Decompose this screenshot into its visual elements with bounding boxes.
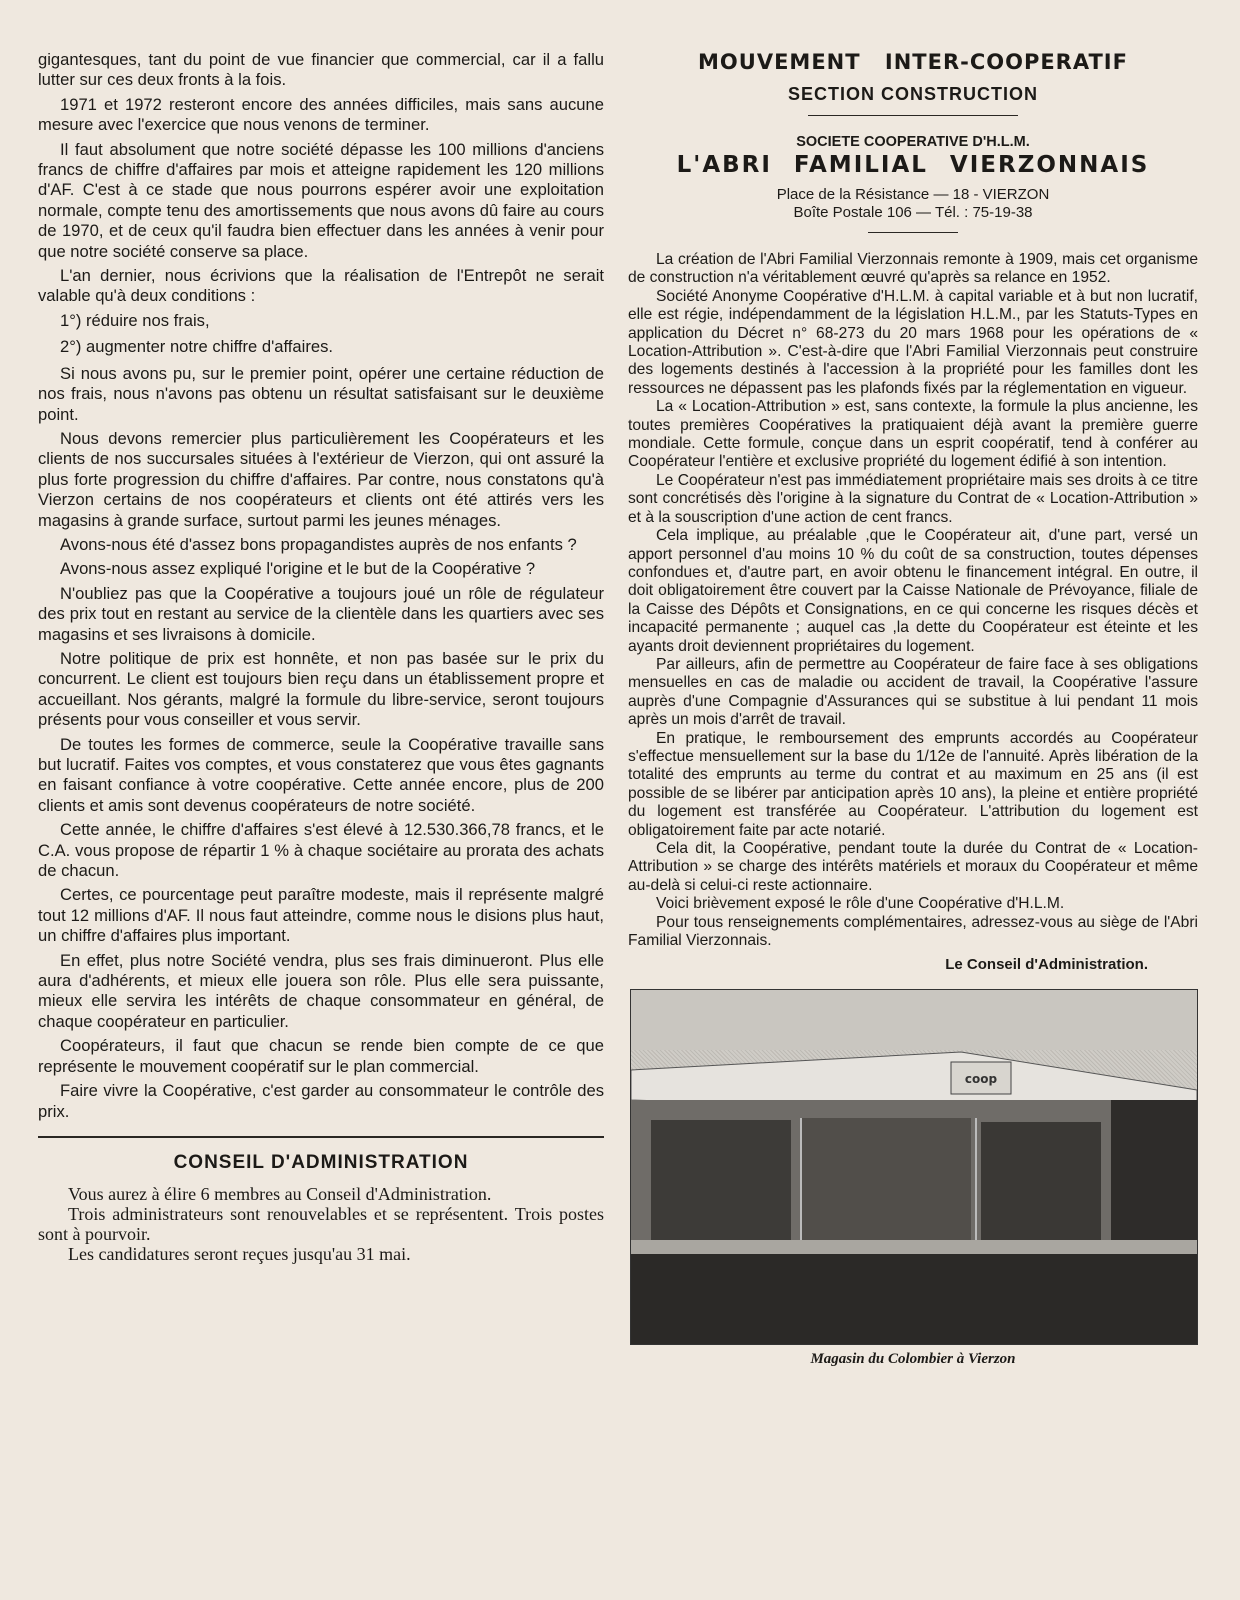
conditions-list: [38, 311, 604, 358]
paragraph: Société Anonyme Coopérative d'H.L.M. à capital variable et à but non lucratif, elle est régie, indépendamment de la législation H.L.M., par les Statuts-Types en application du Décret n° 68-273 du 20 mars 1968 pour les opérations de « Location-Attribution ». C'est-à-dire que l'Abri Familial Vierzonnais peut construire des logements destinés à l'accession à la propriété pour les familles dont les ressources ne dépassent pas les plafonds fixés par la réglementation en vigueur.: [628, 287, 1198, 397]
store-sign-text: coop: [964, 1072, 998, 1087]
conseil-text: [38, 1184, 604, 1264]
paragraph: Avons-nous été d'assez bons propagandistes auprès de nos enfants ?: [60, 534, 577, 554]
paragraph: Pour tous renseignements complémentaires, adressez-vous au siège de l'Abri Familial Vierzonnais.: [628, 913, 1198, 950]
right-article: [628, 251, 1198, 950]
paragraph: Certes, ce pourcentage peut paraître modeste, mais il représente malgré tout 12 millions d'AF. Il nous faut atteindre, comme nous le disions plus haut, un chiffre d'affaires plus important.: [38, 885, 604, 946]
address-divider: [868, 232, 958, 233]
paragraph: Cela implique, au préalable ,que le Coopérateur ait, d'une part, versé un apport personnel d'au moins 10 % du coût de sa construction, toutes dépenses confondues et, d'autre part, en avoir obtenu le financement intégral. En outre, il doit obligatoirement être couvert par la Caisse Nationale de Prévoyance, filiale de la Caisse des Dépôts et Consignations, en ce qui concerne les risques décès et incapacité permanente ; auquel cas ,la dette du Coopérateur est éteinte et les ayants droit deviennent propriétaires du logement.: [628, 527, 1198, 655]
section-title: SECTION CONSTRUCTION: [787, 84, 1038, 104]
paragraph: Cela dit, la Coopérative, pendant toute la durée du Contrat de « Location-Attribution » se charge des intérêts matériels et moraux du Coopérateur et même au-delà si celui-ci reste actionnaire.: [628, 840, 1198, 894]
paragraph: Par ailleurs, afin de permettre au Coopérateur de faire face à ses obligations mensuelles en cas de maladie ou accident de travail, la Coopérative l'assure auprès d'une Compagnie d'Assurances qui se substitue à lui pendant 11 mois après un mois d'arrêt de travail.: [628, 655, 1198, 729]
section-divider: [38, 1136, 604, 1138]
signature: Le Conseil d'Administration.: [945, 956, 1148, 974]
left-article: [38, 50, 604, 307]
photo-caption: Magasin du Colombier à Vierzon: [810, 1351, 1016, 1368]
paragraph: En effet, plus notre Société vendra, plus ses frais diminueront. Plus elle aura d'adhérents, et mieux elle jouera son rôle. Plus elle sera puissante, mieux elle servira les intérêts de chaque consommateur en général, de chaque coopérateur en particulier.: [38, 950, 604, 1031]
conseil-paragraph: Les candidatures seront reçues jusqu'au 31 mai.: [68, 1243, 411, 1264]
list-item: 1°) réduire nos frais,: [60, 310, 210, 330]
paragraph: La « Location-Attribution » est, sans contexte, la formule la plus ancienne, les toutes premières Coopératives la pratiquaient déjà avant la première guerre mondiale. Cette formule, conçue dans un esprit coopératif, tend à conférer au Coopérateur l'entière et exclusive propriété du logement édifié à son intention.: [628, 398, 1198, 471]
address-line-1: Place de la Résistance — 18 - VIERZON: [776, 186, 1050, 203]
left-article-continued: [38, 364, 604, 1122]
society-type: SOCIETE COOPERATIVE D'H.L.M.: [796, 134, 1030, 150]
paragraph: Coopérateurs, il faut que chacun se rende bien compte de ce que représente le mouvement coopératif sur le plan commercial.: [38, 1036, 604, 1076]
conseil-title: CONSEIL D'ADMINISTRATION: [173, 1151, 469, 1173]
conseil-paragraph: Trois administrateurs sont renouvelables et se représentent. Trois postes sont à pourvoir.: [38, 1203, 604, 1244]
paragraph: Le Coopérateur n'est pas immédiatement propriétaire mais ses droits à ce titre sont concrétisés dès l'origine à la signature du Contrat de « Location-Attribution » et à la souscription d'une action de cent francs.: [628, 471, 1198, 526]
paragraph: 1971 et 1972 resteront encore des années difficiles, mais sans aucune mesure avec l'exercice que nous venons de terminer.: [38, 94, 604, 135]
left-column: [38, 50, 604, 1264]
paragraph: Il faut absolument que notre société dépasse les 100 millions d'anciens francs de chiffre d'affaires par mois et atteigne rapidement les 120 millions d'AF. C'est à ce stade que nous pourrons espérer avoir une exploitation normale, compte tenu des amortissements que nous avons dû faire au cours de 1970, et de ceux qu'il faudra bien effectuer dans les années à venir pour que notre société conserve sa place.: [38, 139, 604, 261]
paragraph: Notre politique de prix est honnête, et non pas basée sur le prix du concurrent. Le client est toujours bien reçu dans un établissement propre et accueillant. Nos gérants, malgré la formule du libre-service, seront toujours présents pour vous conseiller et vous servir.: [38, 648, 604, 730]
store-photo-illustration: [631, 990, 1197, 1344]
masthead-title: MOUVEMENT INTER-COOPERATIF: [698, 50, 1128, 74]
paragraph: Nous devons remercier plus particulièrement les Coopérateurs et les clients de nos succursales situées à l'extérieur de Vierzon, qui ont assuré la plus forte progression du chiffre d'affaires. Par contre, nous constatons qu'à Vierzon certains de nos coopérateurs et clients ont été attirés vers les magasins à grande surface, surtout parmi les jeunes ménages.: [38, 428, 604, 530]
paragraph: Si nous avons pu, sur le premier point, opérer une certaine réduction de nos frais, nous n'avons pas obtenu un résultat satisfaisant sur le deuxième point.: [38, 363, 604, 424]
paragraph: En pratique, le remboursement des emprunts accordés au Coopérateur s'effectue mensuellement sur la base du 1/12e de l'annuité. Après libération de la totalité des emprunts au terme du contrat et au maximum en 25 ans (il est possible de se libérer par anticipation après 10 ans), la pleine et entière propriété du logement est transférée au Coopérateur. L'attribution du logement est obligatoirement faite par acte notarié.: [628, 729, 1198, 839]
paragraph: La création de l'Abri Familial Vierzonnais remonte à 1909, mais cet organisme de construction n'a véritablement œuvré qu'après sa relance en 1952.: [628, 251, 1198, 287]
paragraph: Cette année, le chiffre d'affaires s'est élevé à 12.530.366,78 francs, et le C.A. vous propose de répartir 1 % à chaque sociétaire au prorata des achats de chacun.: [38, 820, 604, 881]
paragraph: Avons-nous assez expliqué l'origine et le but de la Coopérative ?: [60, 559, 536, 579]
conseil-paragraph: Vous aurez à élire 6 membres au Conseil d'Administration.: [68, 1183, 492, 1204]
paragraph: gigantesques, tant du point de vue financier que commercial, car il a fallu lutter sur ces deux fronts à la fois.: [38, 50, 604, 90]
address-line-2: Boîte Postale 106 — Tél. : 75-19-38: [793, 204, 1033, 221]
paragraph: L'an dernier, nous écrivions que la réalisation de l'Entrepôt ne serait valable qu'à deux conditions :: [38, 266, 604, 306]
paragraph: Faire vivre la Coopérative, c'est garder au consommateur le contrôle des prix.: [38, 1081, 604, 1121]
list-item: 2°) augmenter notre chiffre d'affaires.: [60, 337, 333, 357]
society-name: L'ABRI FAMILIAL VIERZONNAIS: [676, 152, 1150, 178]
right-column: [628, 50, 1198, 1368]
store-photo: [630, 989, 1198, 1345]
paragraph: De toutes les formes de commerce, seule la Coopérative travaille sans but lucratif. Faites vos comptes, et vous constaterez que vous êtes gagnants en faisant confiance à votre coopérative. Cette année encore, plus de 200 clients et amis sont devenus coopérateurs de notre société.: [38, 734, 604, 815]
title-divider: [808, 115, 1018, 116]
paragraph: N'oubliez pas que la Coopérative a toujours joué un rôle de régulateur des prix tout en restant au service de la clientèle dans les quartiers avec ses magasins et ses livraisons à domicile.: [38, 583, 604, 644]
paragraph: Voici brièvement exposé le rôle d'une Coopérative d'H.L.M.: [656, 895, 1065, 913]
